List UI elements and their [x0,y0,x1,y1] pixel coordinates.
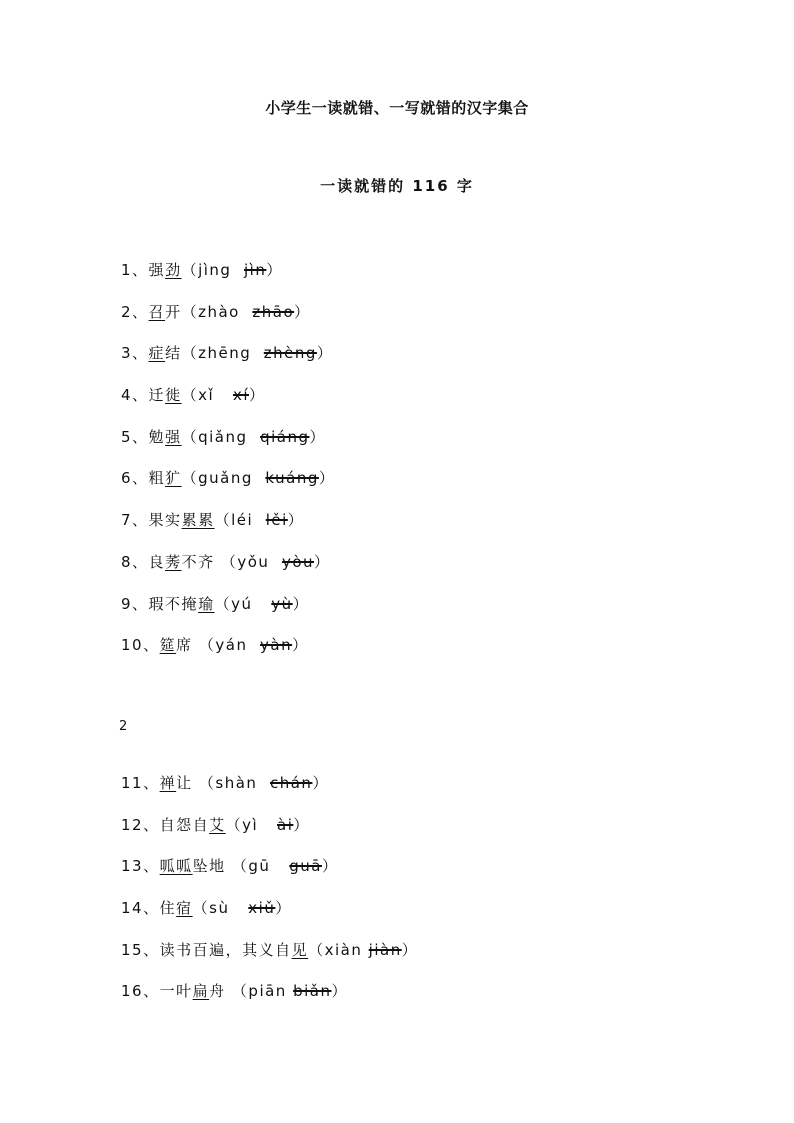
entry-gap [252,595,271,613]
list-item [121,384,335,426]
entry-wrong-pinyin: xí [232,386,249,405]
entry-paren-close: ） [292,636,309,655]
entry-text-before: 良 [148,552,166,571]
entry-paren-open: （ [225,815,243,834]
list-item [121,509,335,551]
entry-paren-close: ） [401,940,419,959]
document-title: 小学生一读就错、一写就错的汉字集合 [265,99,529,117]
entry-paren-close: ） [292,594,310,613]
entry-paren-close: ） [287,511,305,530]
entry-paren-close: ） [316,344,334,363]
entry-underlined-char: 劲 [165,261,182,279]
entry-paren-open: （ [181,386,199,405]
entry-gap [248,428,261,446]
entry-correct-pinyin: sù [209,899,230,918]
entry-paren-open: （ [181,302,199,321]
entry-underlined-char: 禅 [159,774,177,792]
entry-number: 9、 [121,594,149,613]
entry-number: 2、 [121,302,149,321]
entry-gap [229,899,248,917]
entry-underlined-char: 犷 [165,469,182,488]
entry-underlined-char: 累累 [181,511,215,530]
entry-text-before: 一叶 [159,982,193,1001]
entry-underlined-char: 召 [148,302,166,321]
entry-underlined-char: 徙 [165,386,182,405]
entry-text-before: 粗 [148,469,166,488]
entry-text-before: 勉 [148,427,166,446]
entry-paren-close: ） [275,899,292,918]
entry-number: 12、 [121,815,160,834]
entry-correct-pinyin: jìng [198,261,232,279]
entry-gap [253,511,266,529]
entry-underlined-char: 症 [148,344,166,363]
list-item [121,551,335,593]
entry-correct-pinyin: yú [231,594,253,613]
entry-wrong-pinyin: yù [271,594,293,613]
entry-gap [257,774,270,792]
entry-underlined-char: 筵 [159,636,177,655]
entry-correct-pinyin: gū [248,857,271,876]
entry-text-after: 舟 [209,982,226,1001]
entry-underlined-char: 莠 [165,552,182,571]
entry-wrong-pinyin: chán [269,774,313,792]
entry-correct-pinyin: léi [231,511,254,530]
entry-paren-close: ） [321,857,339,876]
entry-paren-close: ） [266,261,283,279]
entry-gap [269,553,282,571]
list-item [121,897,418,939]
entry-underlined-char: 艾 [209,815,226,834]
list-item [121,301,335,343]
entry-number: 3、 [121,344,149,363]
section-title: 一读就错的 116 字 [320,177,474,195]
entry-correct-pinyin: zhēng [198,344,252,363]
entry-number: 4、 [121,386,149,405]
entry-correct-pinyin: guǎng [198,469,253,488]
list-item [121,772,418,814]
entry-text-before: 自怨自 [159,815,210,834]
entry-wrong-pinyin: ài [277,815,294,834]
entry-correct-pinyin: qiǎng [198,427,248,446]
entry-text-before: 果实 [148,511,182,530]
entry-text-after: 不齐 [181,552,215,571]
page-marker: 2 [119,719,128,734]
entry-underlined-char: 强 [165,427,182,446]
entry-number: 11、 [121,774,160,792]
entry-text-before: 住 [159,899,177,918]
entry-paren-open: （ [214,552,238,571]
list-item [121,980,418,1022]
list-item [121,342,335,384]
entry-number: 14、 [121,899,160,918]
entry-text-before: 强 [148,261,166,279]
entry-correct-pinyin: xiàn [324,940,363,959]
entry-text-after: 让 [176,774,193,792]
entry-underlined-char: 瑜 [198,594,215,613]
list-item [121,593,335,635]
entry-gap [258,816,277,834]
entry-wrong-pinyin: xiǔ [248,899,276,918]
entry-text-after: 开 [165,302,182,321]
entry-paren-open: （ [192,636,216,655]
entry-gap [214,386,233,404]
entry-correct-pinyin: shàn [215,774,258,792]
entry-paren-close: ） [309,427,326,446]
entry-paren-close: ） [293,815,310,834]
entry-wrong-pinyin: biǎn [293,982,332,1001]
entry-number: 10、 [121,636,160,655]
list-item [121,939,418,981]
entry-paren-open: （ [214,594,232,613]
entry-correct-pinyin: piān [248,982,287,1001]
entry-number: 7、 [121,511,149,530]
entry-wrong-pinyin: jiàn [368,940,402,959]
list-item [121,814,418,856]
entry-wrong-pinyin: zhèng [263,344,317,363]
entry-number: 5、 [121,427,149,446]
entry-text-before: 读书百遍，其义自 [159,940,292,959]
entry-text-after: 坠地 [192,857,226,876]
entry-number: 8、 [121,552,149,571]
entry-wrong-pinyin: guā [289,857,322,876]
entry-text-before: 迁 [148,386,166,405]
entry-paren-open: （ [181,427,199,446]
entry-correct-pinyin: yǒu [237,552,270,571]
entry-gap [270,857,289,875]
entry-paren-open: （ [181,469,199,488]
entry-paren-close: ） [314,552,331,571]
entry-paren-open: （ [192,774,216,792]
entry-paren-open: （ [225,857,249,876]
entry-wrong-pinyin: qiáng [260,427,310,446]
entry-paren-close: ） [294,302,311,321]
entry-wrong-pinyin: zhāo [252,302,295,321]
list-item [121,467,335,509]
entry-gap [247,636,260,654]
entry-wrong-pinyin: yòu [281,552,315,571]
entry-wrong-pinyin: yàn [260,636,293,655]
entry-correct-pinyin: yán [215,636,248,655]
entry-gap [253,469,266,487]
entry-number: 16、 [121,982,160,1001]
entry-paren-close: ） [312,774,329,792]
entry-paren-open: （ [181,261,199,279]
pronunciation-list-a [121,259,335,676]
entry-paren-open: （ [308,940,325,959]
entry-gap [240,303,253,321]
list-item [121,426,335,468]
entry-number: 1、 [121,261,149,279]
entry-number: 6、 [121,469,149,488]
entry-underlined-char: 宿 [176,899,193,918]
list-item [121,855,418,897]
entry-wrong-pinyin: lěi [265,511,288,530]
entry-wrong-pinyin: jìn [244,261,267,279]
entry-paren-close: ） [331,982,348,1001]
entry-number: 13、 [121,857,160,876]
entry-paren-open: （ [192,899,210,918]
entry-paren-open: （ [214,511,232,530]
entry-paren-close: ） [318,469,336,488]
entry-underlined-char: 扁 [192,982,210,1001]
entry-underlined-char: 呱呱 [159,857,193,876]
entry-text-before: 瑕不掩 [148,594,199,613]
entry-paren-open: （ [225,982,249,1001]
entry-wrong-pinyin: kuáng [265,469,319,488]
entry-text-after: 结 [165,344,182,363]
entry-correct-pinyin: yì [242,815,259,834]
entry-paren-close: ） [249,386,266,405]
entry-gap [251,344,264,362]
entry-gap [231,261,244,279]
entry-correct-pinyin: zhào [198,302,240,321]
list-item [121,634,335,676]
entry-correct-pinyin: xǐ [198,386,215,405]
entry-number: 15、 [121,940,160,959]
list-item [121,259,335,301]
entry-paren-open: （ [181,344,199,363]
pronunciation-list-b [121,772,418,1022]
entry-underlined-char: 见 [291,940,309,959]
entry-text-after: 席 [176,636,193,655]
